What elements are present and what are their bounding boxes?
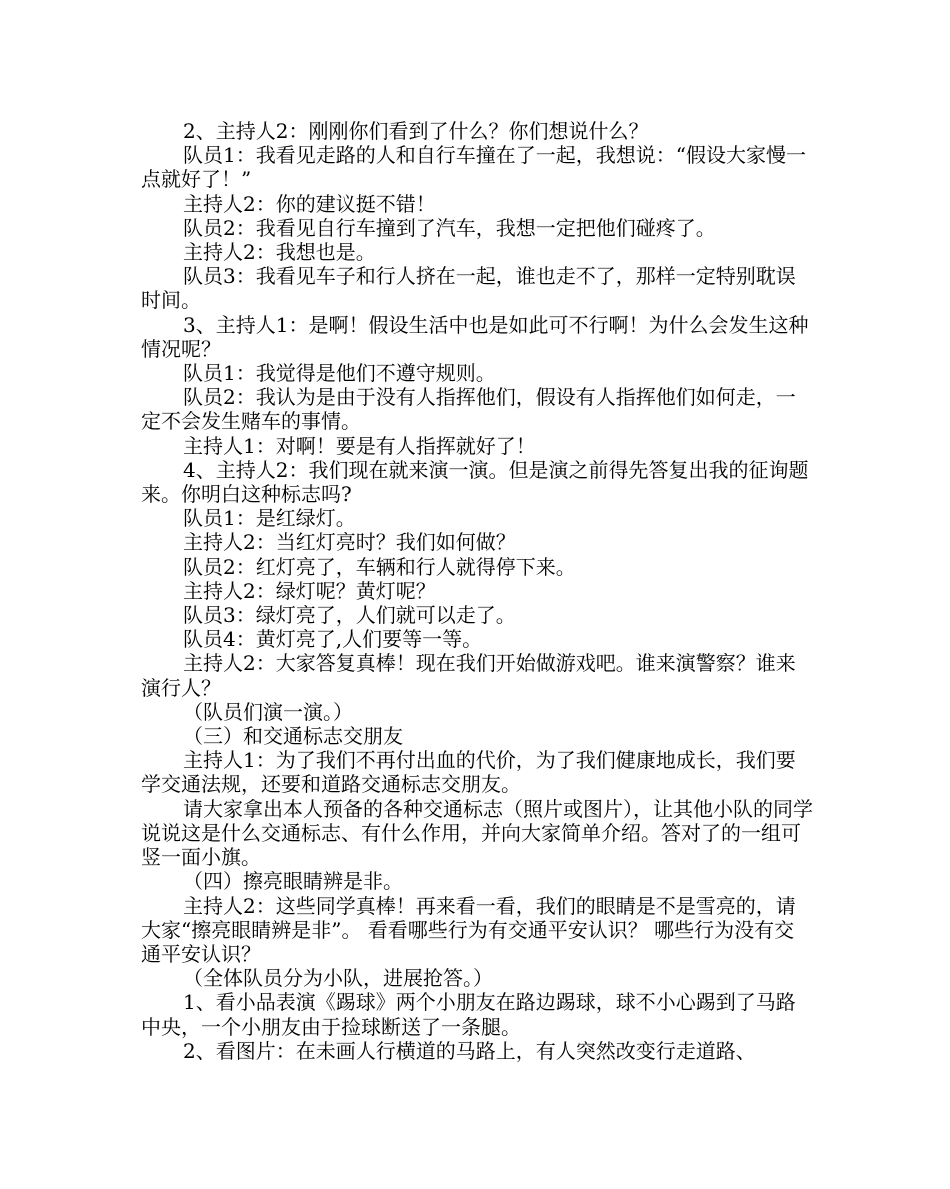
paragraph: 队员2：红灯亮了，车辆和行人就得停下来。 bbox=[183, 554, 576, 579]
paragraph: 队员1：是红绿灯。 bbox=[183, 506, 356, 531]
document-body bbox=[141, 119, 813, 1063]
paragraph: 主持人2：你的建议挺不错！ bbox=[183, 191, 436, 216]
paragraph: 主持人1：为了我们不再付出血的代价，为了我们健康地成长，我们要学交通法规，还要和道路交通标志交朋友。 bbox=[141, 748, 796, 797]
paragraph: 主持人2：当红灯亮时？我们如何做？ bbox=[183, 530, 516, 555]
paragraph: （队员们演一演。） bbox=[183, 699, 353, 724]
paragraph: 主持人2：我想也是。 bbox=[183, 240, 376, 265]
paragraph: 1、看小品表演《踢球》两个小朋友在路边踢球，球不小心踢到了马路中央，一个小朋友由于捡球断送了一条腿。 bbox=[141, 990, 796, 1039]
paragraph: 队员3：绿灯亮了，人们就可以走了。 bbox=[183, 603, 516, 628]
paragraph: 主持人2：绿灯呢？黄灯呢？ bbox=[183, 578, 436, 603]
paragraph: 队员1：我觉得是他们不遵守规则。 bbox=[183, 361, 496, 386]
paragraph: 队员2：我认为是由于没有人指挥他们，假设有人指挥他们如何走，一定不会发生赌车的事情。 bbox=[141, 385, 796, 434]
paragraph: 2、看图片：在未画人行横道的马路上，有人突然改变行走道路、 bbox=[183, 1038, 756, 1063]
paragraph: （四）擦亮眼睛辨是非。 bbox=[183, 869, 403, 894]
paragraph: 主持人2：大家答复真棒！现在我们开始做游戏吧。谁来演警察？谁来演行人？ bbox=[141, 651, 796, 700]
paragraph: 队员2：我看见自行车撞到了汽车，我想一定把他们碰疼了。 bbox=[183, 215, 716, 240]
paragraph: 主持人2：这些同学真棒！再来看一看，我们的眼睛是不是雪亮的，请大家“擦亮眼睛辨是非”。 看看哪些行为有交通平安认识？ 哪些行为没有交通平安认识？ bbox=[141, 893, 796, 966]
paragraph: （三）和交通标志交朋友 bbox=[183, 724, 403, 749]
paragraph: 3、主持人1：是啊！假设生活中也是如此可不行啊！为什么会发生这种情况呢？ bbox=[141, 312, 809, 361]
paragraph: 队员1：我看见走路的人和自行车撞在了一起，我想说：“假设大家慢一点就好了！” bbox=[141, 143, 806, 192]
paragraph: 请大家拿出本人预备的各种交通标志（照片或图片），让其他小队的同学说说这是什么交通标志、有什么作用，并向大家简单介绍。答对了的一组可竖一面小旗。 bbox=[141, 796, 813, 870]
paragraph: 队员3：我看见车子和行人挤在一起，谁也走不了，那样一定特别耽误时间。 bbox=[141, 264, 796, 313]
paragraph: 主持人1：对啊！要是有人指挥就好了！ bbox=[183, 433, 536, 458]
paragraph: 4、主持人2：我们现在就来演一演。但是演之前得先答复出我的征询题来。你明白这种标志吗? bbox=[141, 457, 809, 507]
paragraph: 2、主持人2：刚刚你们看到了什么？你们想说什么？ bbox=[183, 119, 649, 143]
paragraph: （全体队员分为小队，进展抢答。） bbox=[183, 966, 493, 991]
paragraph: 队员4：黄灯亮了,人们要等一等。 bbox=[183, 627, 483, 652]
